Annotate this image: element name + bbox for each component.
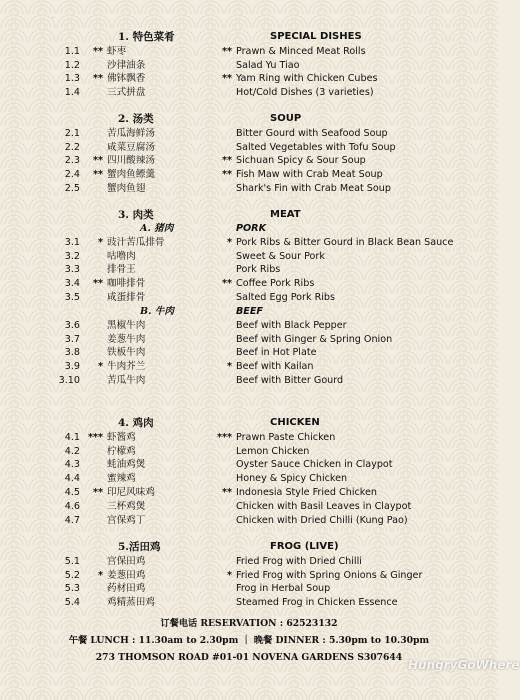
section-title-english: SOUP xyxy=(270,113,302,124)
menu-item-row xyxy=(0,319,498,333)
item-english-name: Salad Yu Tiao xyxy=(236,59,300,71)
item-number: 2.4 xyxy=(64,169,80,181)
item-english-name: Bitter Gourd with Seafood Soup xyxy=(236,127,388,139)
item-english-name: Coffee Pork Ribs xyxy=(236,278,315,290)
recommended-stars-right: *** xyxy=(216,431,232,443)
menu-item-row xyxy=(0,182,498,196)
menu-item-row xyxy=(0,596,498,610)
subsection-title-chinese: A. 猪肉 xyxy=(140,223,174,234)
item-number: 3.10 xyxy=(58,375,80,386)
recommended-stars-left: ** xyxy=(92,73,103,85)
section-header xyxy=(0,540,498,554)
item-number: 4.3 xyxy=(64,459,80,471)
menu-item-row xyxy=(0,582,498,596)
item-chinese-name: 印尼风味鸡 xyxy=(107,487,155,498)
item-number: 2.3 xyxy=(64,155,80,167)
menu-item-row xyxy=(0,45,498,59)
corner-mark: · xyxy=(52,15,54,22)
menu-item-row xyxy=(0,86,498,100)
recommended-stars-left: ** xyxy=(92,487,103,498)
item-chinese-name: 鸡精蒸田鸡 xyxy=(107,597,155,609)
item-number: 3.6 xyxy=(64,319,80,331)
item-english-name: Steamed Frog in Chicken Essence xyxy=(236,597,398,609)
item-number: 3.8 xyxy=(64,347,80,359)
item-chinese-name: 四川酸辣汤 xyxy=(107,155,155,167)
item-english-name: Prawn Paste Chicken xyxy=(236,431,336,443)
recommended-stars-left: * xyxy=(97,569,103,581)
item-chinese-name: 苦瓜海鲜汤 xyxy=(107,127,155,139)
item-chinese-name: 苦瓜牛肉 xyxy=(107,375,146,386)
item-english-name: Beef with Kailan xyxy=(236,361,314,373)
recommended-stars-right: ** xyxy=(221,73,232,85)
item-number: 3.5 xyxy=(64,292,80,303)
menu-item-row xyxy=(0,141,498,155)
recommended-stars-right: ** xyxy=(221,45,232,57)
item-chinese-name: 蟹肉鱼鳔羹 xyxy=(107,169,155,181)
recommended-stars-right: * xyxy=(226,236,232,248)
menu-item-row xyxy=(0,250,498,264)
item-english-name: Fish Maw with Crab Meat Soup xyxy=(236,169,383,181)
item-chinese-name: 咖啡排骨 xyxy=(107,278,146,290)
recommended-stars-left: * xyxy=(97,236,103,248)
section-title-chinese: 3. 肉类 xyxy=(118,209,154,221)
section-title-english: CHICKEN xyxy=(270,417,320,428)
recommended-stars-right: ** xyxy=(221,169,232,181)
recommended-stars-left: ** xyxy=(92,155,103,167)
item-number: 3.1 xyxy=(64,236,80,248)
item-number: 1.3 xyxy=(64,73,80,85)
menu-item-row xyxy=(0,236,498,250)
item-number: 4.7 xyxy=(64,514,80,526)
menu-item-row xyxy=(0,500,498,514)
item-number: 5.3 xyxy=(64,583,80,595)
recommended-stars-left: ** xyxy=(92,45,103,57)
section-title-chinese: 2. 汤类 xyxy=(118,113,154,125)
section-header xyxy=(0,30,498,44)
recommended-stars-right: ** xyxy=(221,487,232,498)
item-english-name: Indonesia Style Fried Chicken xyxy=(236,487,377,498)
item-number: 4.5 xyxy=(64,487,80,498)
item-number: 1.4 xyxy=(64,87,80,99)
item-number: 3.9 xyxy=(64,361,80,373)
item-english-name: Shark's Fin with Crab Meat Soup xyxy=(236,183,391,194)
item-chinese-name: 蚝油鸡煲 xyxy=(107,459,146,471)
item-chinese-name: 虾枣 xyxy=(107,45,127,57)
item-chinese-name: 豉汁苦瓜排骨 xyxy=(107,236,165,248)
menu-item-row xyxy=(0,555,498,569)
item-english-name: Pork Ribs xyxy=(236,264,281,276)
recommended-stars-right: ** xyxy=(221,155,232,167)
menu-item-row xyxy=(0,277,498,291)
item-number: 2.1 xyxy=(64,127,80,139)
item-chinese-name: 柠檬鸡 xyxy=(107,445,136,457)
item-chinese-name: 蟹肉鱼翅 xyxy=(107,183,146,194)
item-english-name: Fried Frog with Dried Chilli xyxy=(236,555,362,567)
item-number: 4.1 xyxy=(64,431,80,443)
recommended-stars-right: ** xyxy=(221,278,232,290)
item-number: 3.3 xyxy=(64,264,80,276)
section-header xyxy=(0,112,498,126)
section-title-english: FROG (LIVE) xyxy=(270,541,339,552)
subsection-header xyxy=(0,305,498,319)
item-number: 4.2 xyxy=(64,445,80,457)
recommended-stars-left: ** xyxy=(92,278,103,290)
item-number: 2.2 xyxy=(64,141,80,153)
item-english-name: Chicken with Basil Leaves in Claypot xyxy=(236,500,412,512)
item-english-name: Prawn & Minced Meat Rolls xyxy=(236,45,366,57)
item-english-name: Lemon Chicken xyxy=(236,445,310,457)
menu-item-row xyxy=(0,346,498,360)
section-title-chinese: 1. 特色菜肴 xyxy=(118,31,175,43)
section-title-chinese: 5.活田鸡 xyxy=(118,541,161,553)
item-english-name: Beef with Ginger & Spring Onion xyxy=(236,333,393,345)
item-english-name: Hot/Cold Dishes (3 varieties) xyxy=(236,87,374,99)
item-english-name: Salted Vegetables with Tofu Soup xyxy=(236,141,396,153)
item-chinese-name: 牛肉芥兰 xyxy=(107,361,146,373)
menu-item-row xyxy=(0,445,498,459)
menu-item-row xyxy=(0,458,498,472)
item-english-name: Sichuan Spicy & Sour Soup xyxy=(236,155,366,167)
item-english-name: Beef with Black Pepper xyxy=(236,319,347,331)
item-number: 4.6 xyxy=(64,500,80,512)
section-header xyxy=(0,208,498,222)
item-number: 1.1 xyxy=(64,45,80,57)
subsection-title-english: PORK xyxy=(236,223,267,234)
item-number: 5.4 xyxy=(64,597,80,609)
item-number: 4.4 xyxy=(64,473,80,485)
menu-item-row xyxy=(0,514,498,528)
menu-item-row xyxy=(0,431,498,445)
menu-item-row xyxy=(0,154,498,168)
menu-item-row xyxy=(0,486,498,500)
item-english-name: Fried Frog with Spring Onions & Ginger xyxy=(236,569,423,581)
site-watermark: HungryGoWhere xyxy=(408,658,520,672)
menu-item-row xyxy=(0,127,498,141)
item-chinese-name: 宫保鸡丁 xyxy=(107,514,146,526)
item-english-name: Beef in Hot Plate xyxy=(236,347,317,359)
recommended-stars-right: * xyxy=(226,569,232,581)
recommended-stars-left: ** xyxy=(92,169,103,181)
item-number: 3.7 xyxy=(64,333,80,345)
address-line: 273 THOMSON ROAD #01-01 NOVENA GARDENS S307644 xyxy=(95,652,403,663)
item-number: 5.2 xyxy=(64,569,80,581)
item-number: 3.2 xyxy=(64,250,80,262)
item-chinese-name: 黑椒牛肉 xyxy=(107,319,146,331)
recommended-stars-left: * xyxy=(97,361,103,373)
item-english-name: Chicken with Dried Chilli (Kung Pao) xyxy=(236,514,408,526)
item-number: 5.1 xyxy=(64,555,80,567)
opening-hours-line: 午餐 LUNCH : 11.30am to 2.30pm ｜ 晚餐 DINNER : 5.30pm to 10.30pm xyxy=(68,635,430,646)
menu-item-row xyxy=(0,59,498,73)
recommended-stars-right: * xyxy=(226,361,232,373)
item-chinese-name: 佛钵飘香 xyxy=(107,73,146,85)
menu-item-row xyxy=(0,569,498,583)
item-chinese-name: 药材田鸡 xyxy=(107,583,146,595)
recommended-stars-left: *** xyxy=(87,431,103,443)
section-title-chinese: 4. 鸡肉 xyxy=(118,417,154,429)
item-chinese-name: 排骨王 xyxy=(107,264,136,276)
section-title-english: SPECIAL DISHES xyxy=(270,31,362,42)
subsection-header xyxy=(0,222,498,236)
item-chinese-name: 三式拼盘 xyxy=(107,87,146,99)
subsection-title-chinese: B. 牛肉 xyxy=(140,306,174,317)
section-title-english: MEAT xyxy=(270,209,301,220)
item-english-name: Frog in Herbal Soup xyxy=(236,583,331,595)
item-english-name: Pork Ribs & Bitter Gourd in Black Bean Sauce xyxy=(236,236,454,248)
item-chinese-name: 咕噜肉 xyxy=(107,250,136,262)
item-english-name: Salted Egg Pork Ribs xyxy=(236,292,336,303)
item-english-name: Oyster Sauce Chicken in Claypot xyxy=(236,459,393,471)
item-chinese-name: 沙律油条 xyxy=(107,59,146,71)
menu-item-row xyxy=(0,168,498,182)
item-chinese-name: 铁板牛肉 xyxy=(107,347,146,359)
item-chinese-name: 蜜辣鸡 xyxy=(107,473,136,485)
item-number: 1.2 xyxy=(64,59,80,71)
item-chinese-name: 咸蛋排骨 xyxy=(107,292,146,303)
menu-item-row xyxy=(0,291,498,305)
menu-item-row xyxy=(0,472,498,486)
section-header xyxy=(0,416,498,430)
item-chinese-name: 姜葱田鸡 xyxy=(107,569,146,581)
item-chinese-name: 咸菜豆腐汤 xyxy=(107,141,155,153)
menu-item-row xyxy=(0,72,498,86)
subsection-title-english: BEEF xyxy=(236,306,263,317)
item-chinese-name: 姜葱牛肉 xyxy=(107,333,146,345)
item-english-name: Honey & Spicy Chicken xyxy=(236,473,348,485)
item-english-name: Yam Ring with Chicken Cubes xyxy=(236,73,378,85)
item-number: 2.5 xyxy=(64,183,80,194)
menu-item-row xyxy=(0,333,498,347)
menu-item-row xyxy=(0,374,498,388)
item-chinese-name: 宫保田鸡 xyxy=(107,555,146,567)
item-chinese-name: 虾酱鸡 xyxy=(107,431,136,443)
menu-item-row xyxy=(0,360,498,374)
menu-item-row xyxy=(0,263,498,277)
item-english-name: Beef with Bitter Gourd xyxy=(236,375,344,386)
item-english-name: Sweet & Sour Pork xyxy=(236,250,325,262)
item-number: 3.4 xyxy=(64,278,80,290)
reservation-line: 订餐电话 RESERVATION : 62523132 xyxy=(160,618,338,629)
item-chinese-name: 三杯鸡煲 xyxy=(107,500,146,512)
